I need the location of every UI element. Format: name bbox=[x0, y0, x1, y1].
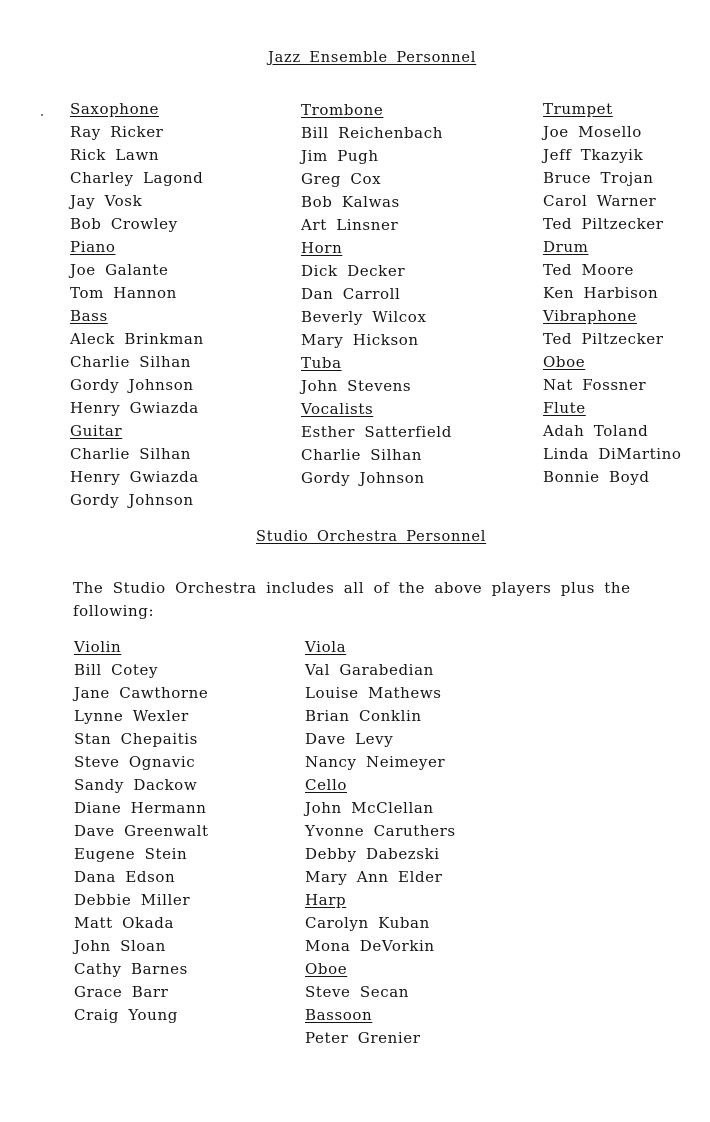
section-heading: Bass bbox=[70, 307, 108, 325]
personnel-name: Brian Conklin bbox=[305, 707, 422, 725]
personnel-name: Charley Lagond bbox=[70, 169, 204, 187]
personnel-name: Diane Hermann bbox=[74, 799, 207, 817]
personnel-name: Dan Carroll bbox=[301, 285, 401, 303]
section-heading: Violin bbox=[74, 638, 122, 656]
personnel-name: Mary Ann Elder bbox=[305, 868, 443, 886]
personnel-name: Dick Decker bbox=[301, 262, 406, 280]
personnel-name: Eugene Stein bbox=[74, 845, 188, 863]
personnel-name: Carolyn Kuban bbox=[305, 914, 430, 932]
personnel-name: Art Linsner bbox=[301, 216, 399, 234]
personnel-name: Gordy Johnson bbox=[301, 469, 425, 487]
personnel-name: Peter Grenier bbox=[305, 1029, 421, 1047]
jazz-column-3 bbox=[543, 98, 682, 489]
personnel-name: Bob Crowley bbox=[70, 215, 178, 233]
personnel-name: Joe Galante bbox=[70, 261, 169, 279]
personnel-name: Mona DeVorkin bbox=[305, 937, 435, 955]
personnel-name: Charlie Silhan bbox=[70, 445, 192, 463]
personnel-name: Charlie Silhan bbox=[70, 353, 192, 371]
personnel-name: Nancy Neimeyer bbox=[305, 753, 446, 771]
section-heading: Piano bbox=[70, 238, 116, 256]
personnel-name: Ray Ricker bbox=[70, 123, 164, 141]
personnel-name: Debbie Miller bbox=[74, 891, 191, 909]
section-heading: Trombone bbox=[301, 101, 384, 119]
section-heading: Viola bbox=[305, 638, 347, 656]
personnel-name: Bill Cotey bbox=[74, 661, 159, 679]
studio-column-1 bbox=[74, 636, 209, 1027]
personnel-name: Nat Fossner bbox=[543, 376, 647, 394]
stray-mark bbox=[41, 114, 43, 116]
jazz-column-2 bbox=[301, 99, 452, 490]
personnel-name: Grace Barr bbox=[74, 983, 169, 1001]
studio-orchestra-title: Studio Orchestra Personnel bbox=[256, 529, 487, 545]
section-heading: Horn bbox=[301, 239, 343, 257]
personnel-name: Jay Vosk bbox=[70, 192, 143, 210]
personnel-name: Jane Cawthorne bbox=[74, 684, 209, 702]
section-heading: Oboe bbox=[543, 353, 586, 371]
personnel-name: Ted Moore bbox=[543, 261, 634, 279]
personnel-name: Bonnie Boyd bbox=[543, 468, 650, 486]
personnel-name: Louise Mathews bbox=[305, 684, 442, 702]
personnel-name: Mary Hickson bbox=[301, 331, 419, 349]
personnel-name: Bill Reichenbach bbox=[301, 124, 443, 142]
personnel-name: Jeff Tkazyik bbox=[543, 146, 644, 164]
personnel-name: Greg Cox bbox=[301, 170, 382, 188]
section-heading: Vibraphone bbox=[543, 307, 637, 325]
personnel-name: Bruce Trojan bbox=[543, 169, 654, 187]
jazz-ensemble-title: Jazz Ensemble Personnel bbox=[268, 50, 477, 66]
personnel-name: Beverly Wilcox bbox=[301, 308, 427, 326]
section-heading: Trumpet bbox=[543, 100, 613, 118]
personnel-name: Craig Young bbox=[74, 1006, 178, 1024]
personnel-name: Steve Secan bbox=[305, 983, 410, 1001]
personnel-name: Steve Ognavic bbox=[74, 753, 196, 771]
personnel-name: Matt Okada bbox=[74, 914, 174, 932]
jazz-column-1 bbox=[70, 98, 204, 512]
personnel-name: Gordy Johnson bbox=[70, 491, 194, 509]
personnel-name: Dave Greenwalt bbox=[74, 822, 209, 840]
personnel-name: Lynne Wexler bbox=[74, 707, 189, 725]
personnel-name: Esther Satterfield bbox=[301, 423, 452, 441]
studio-intro-paragraph: The Studio Orchestra includes all of the above players plus the following: bbox=[73, 579, 631, 620]
studio-column-2 bbox=[305, 636, 456, 1050]
personnel-name: Adah Toland bbox=[543, 422, 649, 440]
personnel-name: John Sloan bbox=[74, 937, 166, 955]
section-heading: Cello bbox=[305, 776, 347, 794]
personnel-name: Joe Mosello bbox=[543, 123, 642, 141]
personnel-name: Henry Gwiazda bbox=[70, 399, 199, 417]
personnel-name: Val Garabedian bbox=[305, 661, 434, 679]
section-heading: Tuba bbox=[301, 354, 342, 372]
personnel-name: Debby Dabezski bbox=[305, 845, 440, 863]
personnel-name: Linda DiMartino bbox=[543, 445, 682, 463]
personnel-name: Ted Piltzecker bbox=[543, 215, 664, 233]
personnel-name: Dana Edson bbox=[74, 868, 176, 886]
section-heading: Bassoon bbox=[305, 1006, 373, 1024]
personnel-name: Jim Pugh bbox=[301, 147, 379, 165]
section-heading: Oboe bbox=[305, 960, 348, 978]
section-heading: Guitar bbox=[70, 422, 123, 440]
personnel-name: John McClellan bbox=[305, 799, 434, 817]
section-heading: Vocalists bbox=[301, 400, 374, 418]
personnel-name: Stan Chepaitis bbox=[74, 730, 198, 748]
personnel-name: Rick Lawn bbox=[70, 146, 160, 164]
section-heading: Saxophone bbox=[70, 100, 159, 118]
personnel-name: John Stevens bbox=[301, 377, 412, 395]
personnel-name: Gordy Johnson bbox=[70, 376, 194, 394]
personnel-name: Cathy Barnes bbox=[74, 960, 188, 978]
personnel-name: Ted Piltzecker bbox=[543, 330, 664, 348]
section-heading: Drum bbox=[543, 238, 589, 256]
personnel-name: Charlie Silhan bbox=[301, 446, 423, 464]
personnel-name: Henry Gwiazda bbox=[70, 468, 199, 486]
personnel-name: Aleck Brinkman bbox=[70, 330, 204, 348]
personnel-name: Tom Hannon bbox=[70, 284, 177, 302]
section-heading: Flute bbox=[543, 399, 586, 417]
personnel-name: Sandy Dackow bbox=[74, 776, 198, 794]
personnel-name: Dave Levy bbox=[305, 730, 394, 748]
section-heading: Harp bbox=[305, 891, 347, 909]
personnel-name: Bob Kalwas bbox=[301, 193, 400, 211]
personnel-name: Carol Warner bbox=[543, 192, 657, 210]
personnel-name: Yvonne Caruthers bbox=[305, 822, 456, 840]
personnel-name: Ken Harbison bbox=[543, 284, 659, 302]
